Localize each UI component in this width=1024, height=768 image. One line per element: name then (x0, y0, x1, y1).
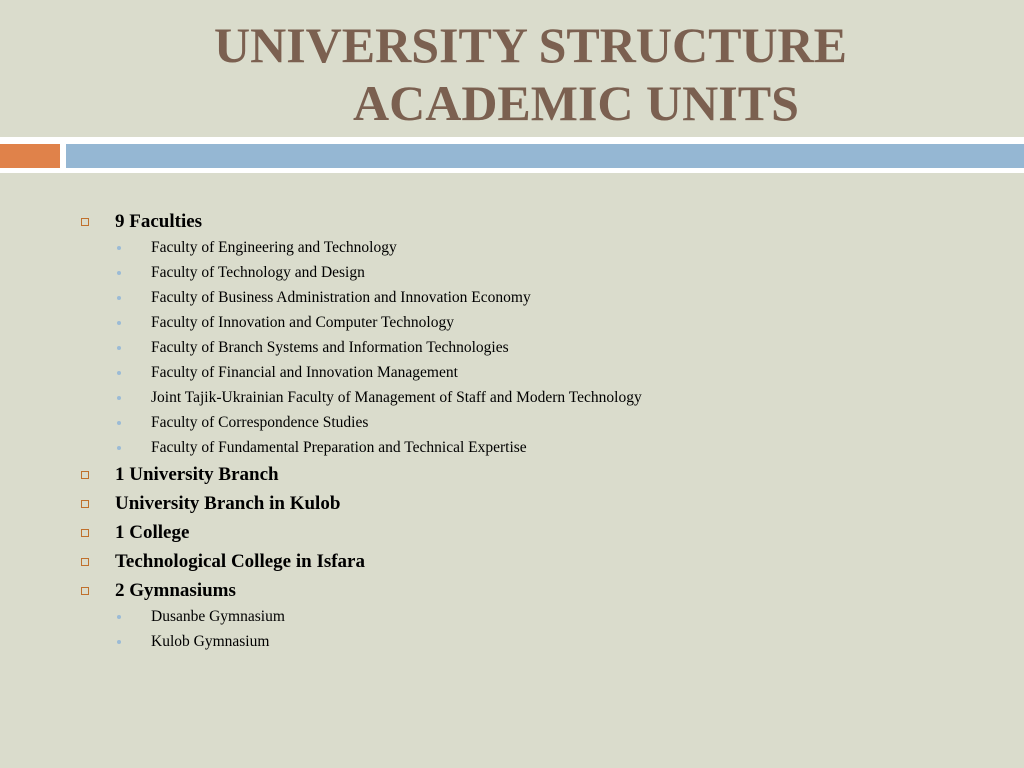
dot-bullet-icon (117, 446, 121, 450)
square-bullet-icon (81, 558, 89, 566)
dot-bullet-icon (117, 271, 121, 275)
square-bullet-icon (81, 529, 89, 537)
square-bullet-icon (81, 500, 89, 508)
square-bullet-icon (81, 587, 89, 595)
square-bullet-icon (81, 218, 89, 226)
title-line-2: ACADEMIC UNITS (353, 75, 799, 131)
title-line-1: UNIVERSITY STRUCTURE (214, 17, 848, 73)
slide-content: 9 Faculties Faculty of Engineering and Technology Faculty of Technology and Design Faculty of Business Administration and Innovation Economy Faculty of Innovation and Computer Technology Faculty of Branch Systems and Information Technologies Faculty of Financial and Innovation Management Joint Tajik-Ukrainian Faculty of Management of Staff and Modern Technology Faculty of Correspondence Studies Faculty of Fundamental Preparation and Technical Expertise 1 University Branch University Branch in Kulob 1 College Technological College in Isfara 2 Gymnasiums Dusanbe Gymnasium Kulob Gymnasium (0, 0, 1024, 768)
dot-bullet-icon (117, 296, 121, 300)
dot-bullet-icon (117, 421, 121, 425)
square-bullet-icon (81, 471, 89, 479)
dot-bullet-icon (117, 246, 121, 250)
dot-bullet-icon (117, 615, 121, 619)
dot-bullet-icon (117, 396, 121, 400)
dot-bullet-icon (117, 346, 121, 350)
dot-bullet-icon (117, 371, 121, 375)
dot-bullet-icon (117, 321, 121, 325)
dot-bullet-icon (117, 640, 121, 644)
